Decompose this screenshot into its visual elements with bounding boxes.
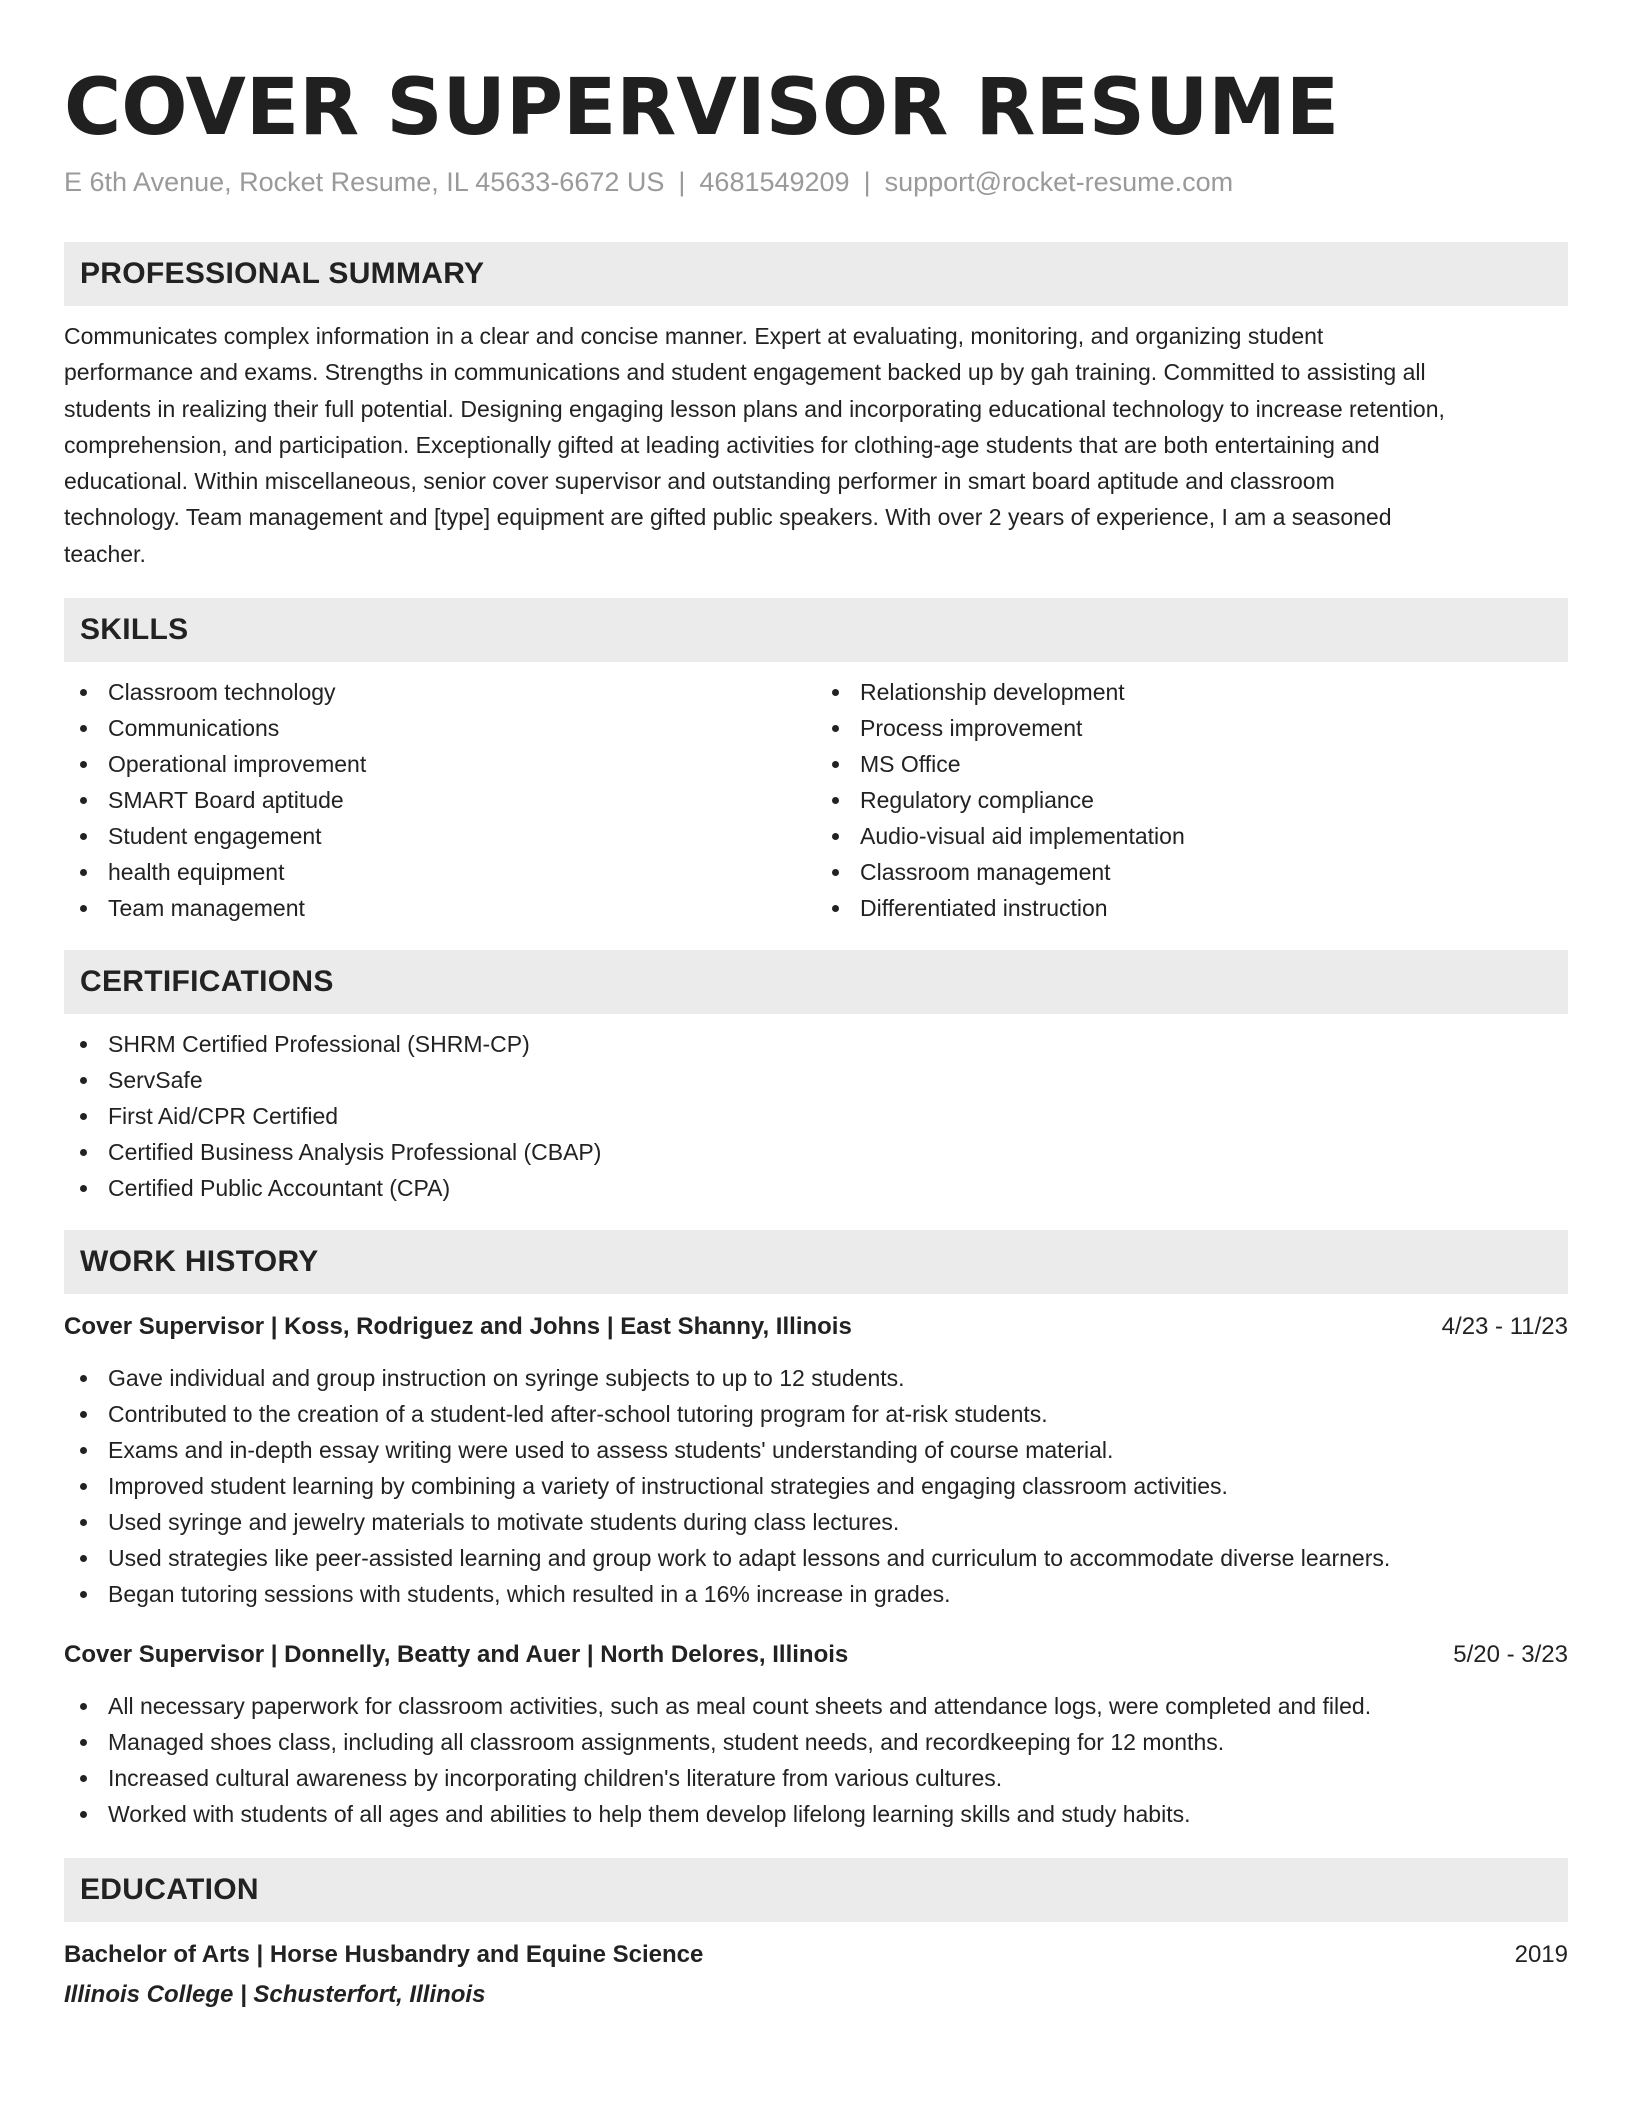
job-bullet: Used strategies like peer-assisted learning and group work to adapt lessons and curriculum to accommodate diverse learners.	[64, 1540, 1568, 1576]
job-bullet: Managed shoes class, including all classroom assignments, student needs, and recordkeeping for 12 months.	[64, 1724, 1568, 1760]
skill-item: Operational improvement	[64, 746, 816, 782]
job-header	[64, 1310, 1568, 1344]
section-header-education: EDUCATION	[64, 1858, 1568, 1922]
section-header-skills: SKILLS	[64, 598, 1568, 662]
contact-separator: |	[863, 167, 871, 197]
certifications-list	[64, 1026, 1568, 1206]
job-title: Cover Supervisor | Koss, Rodriguez and Johns | East Shanny, Illinois	[64, 1313, 852, 1341]
job-bullet: Increased cultural awareness by incorporating children's literature from various cultures.	[64, 1760, 1568, 1796]
skills-column-right	[816, 674, 1568, 926]
contact-separator: |	[678, 167, 686, 197]
education-year: 2019	[1514, 1941, 1568, 1969]
summary-line: performance and exams. Strengths in communications and student engagement backed up by gah training. Committed to assisting all	[64, 359, 1426, 386]
section-header-summary: PROFESSIONAL SUMMARY	[64, 242, 1568, 306]
skill-item: health equipment	[64, 854, 816, 890]
skill-item: Differentiated instruction	[816, 890, 1568, 926]
education-header	[64, 1938, 1568, 1972]
skill-item: Audio-visual aid implementation	[816, 818, 1568, 854]
section-header-certifications: CERTIFICATIONS	[64, 950, 1568, 1014]
job-dates: 5/20 - 3/23	[1453, 1641, 1568, 1669]
skill-item: Relationship development	[816, 674, 1568, 710]
summary-line: technology. Team management and [type] equipment are gifted public speakers. With over 2 years of experience, I am a seasoned	[64, 504, 1392, 531]
contact-line	[64, 164, 1568, 200]
education-degree: Bachelor of Arts | Horse Husbandry and Equine Science	[64, 1941, 704, 1969]
skill-item: MS Office	[816, 746, 1568, 782]
summary-line: educational. Within miscellaneous, senior cover supervisor and outstanding performer in smart board aptitude and classroom	[64, 468, 1335, 495]
summary-line: Communicates complex information in a clear and concise manner. Expert at evaluating, monitoring, and organizing student	[64, 323, 1324, 349]
job-bullet: Exams and in-depth essay writing were used to assess students' understanding of course material.	[64, 1432, 1568, 1468]
summary-line: comprehension, and participation. Exceptionally gifted at leading activities for clothing-age students that are both entertaining and	[64, 431, 1380, 458]
job-dates: 4/23 - 11/23	[1441, 1313, 1568, 1341]
job-bullets	[64, 1688, 1568, 1832]
certification-item: Certified Business Analysis Professional (CBAP)	[64, 1134, 1568, 1170]
skill-item: Team management	[64, 890, 816, 926]
skill-item: Classroom technology	[64, 674, 816, 710]
skills-list	[64, 674, 1568, 926]
contact-phone: 4681549209	[699, 167, 850, 197]
skill-item: Classroom management	[816, 854, 1568, 890]
contact-email: support@rocket-resume.com	[884, 167, 1234, 197]
contact-address: E 6th Avenue, Rocket Resume, IL 45633-6672 US	[64, 167, 665, 197]
skill-item: Regulatory compliance	[816, 782, 1568, 818]
skills-column-left	[64, 674, 816, 926]
skill-item: Communications	[64, 710, 816, 746]
resume-title: COVER SUPERVISOR RESUME	[64, 63, 1340, 153]
job-bullet: Used syringe and jewelry materials to motivate students during class lectures.	[64, 1504, 1568, 1540]
job-bullet: Contributed to the creation of a student-led after-school tutoring program for at-risk students.	[64, 1396, 1568, 1432]
job-title: Cover Supervisor | Donnelly, Beatty and Auer | North Delores, Illinois	[64, 1641, 849, 1669]
certification-item: ServSafe	[64, 1062, 1568, 1098]
summary-line: teacher.	[64, 540, 146, 567]
section-header-work-history: WORK HISTORY	[64, 1230, 1568, 1294]
skill-item: Process improvement	[816, 710, 1568, 746]
skill-item: Student engagement	[64, 818, 816, 854]
summary-line: students in realizing their full potential. Designing engaging lesson plans and incorporating educational technology to increase retention,	[64, 395, 1445, 422]
certification-item: SHRM Certified Professional (SHRM-CP)	[64, 1026, 1568, 1062]
job-bullets	[64, 1360, 1568, 1612]
job-bullet: Improved student learning by combining a variety of instructional strategies and engaging classroom activities.	[64, 1468, 1568, 1504]
summary-text	[64, 318, 1568, 572]
certification-item: Certified Public Accountant (CPA)	[64, 1170, 1568, 1206]
certification-item: First Aid/CPR Certified	[64, 1098, 1568, 1134]
job-bullet: Began tutoring sessions with students, which resulted in a 16% increase in grades.	[64, 1576, 1568, 1612]
skill-item: SMART Board aptitude	[64, 782, 816, 818]
job-bullet: Gave individual and group instruction on syringe subjects to up to 12 students.	[64, 1360, 1568, 1396]
job-bullet: Worked with students of all ages and abilities to help them develop lifelong learning skills and study habits.	[64, 1796, 1568, 1832]
education-school: Illinois College | Schusterfort, Illinois	[64, 1981, 486, 2009]
job-bullet: All necessary paperwork for classroom activities, such as meal count sheets and attendance logs, were completed and filed.	[64, 1688, 1568, 1724]
job-header	[64, 1638, 1568, 1672]
